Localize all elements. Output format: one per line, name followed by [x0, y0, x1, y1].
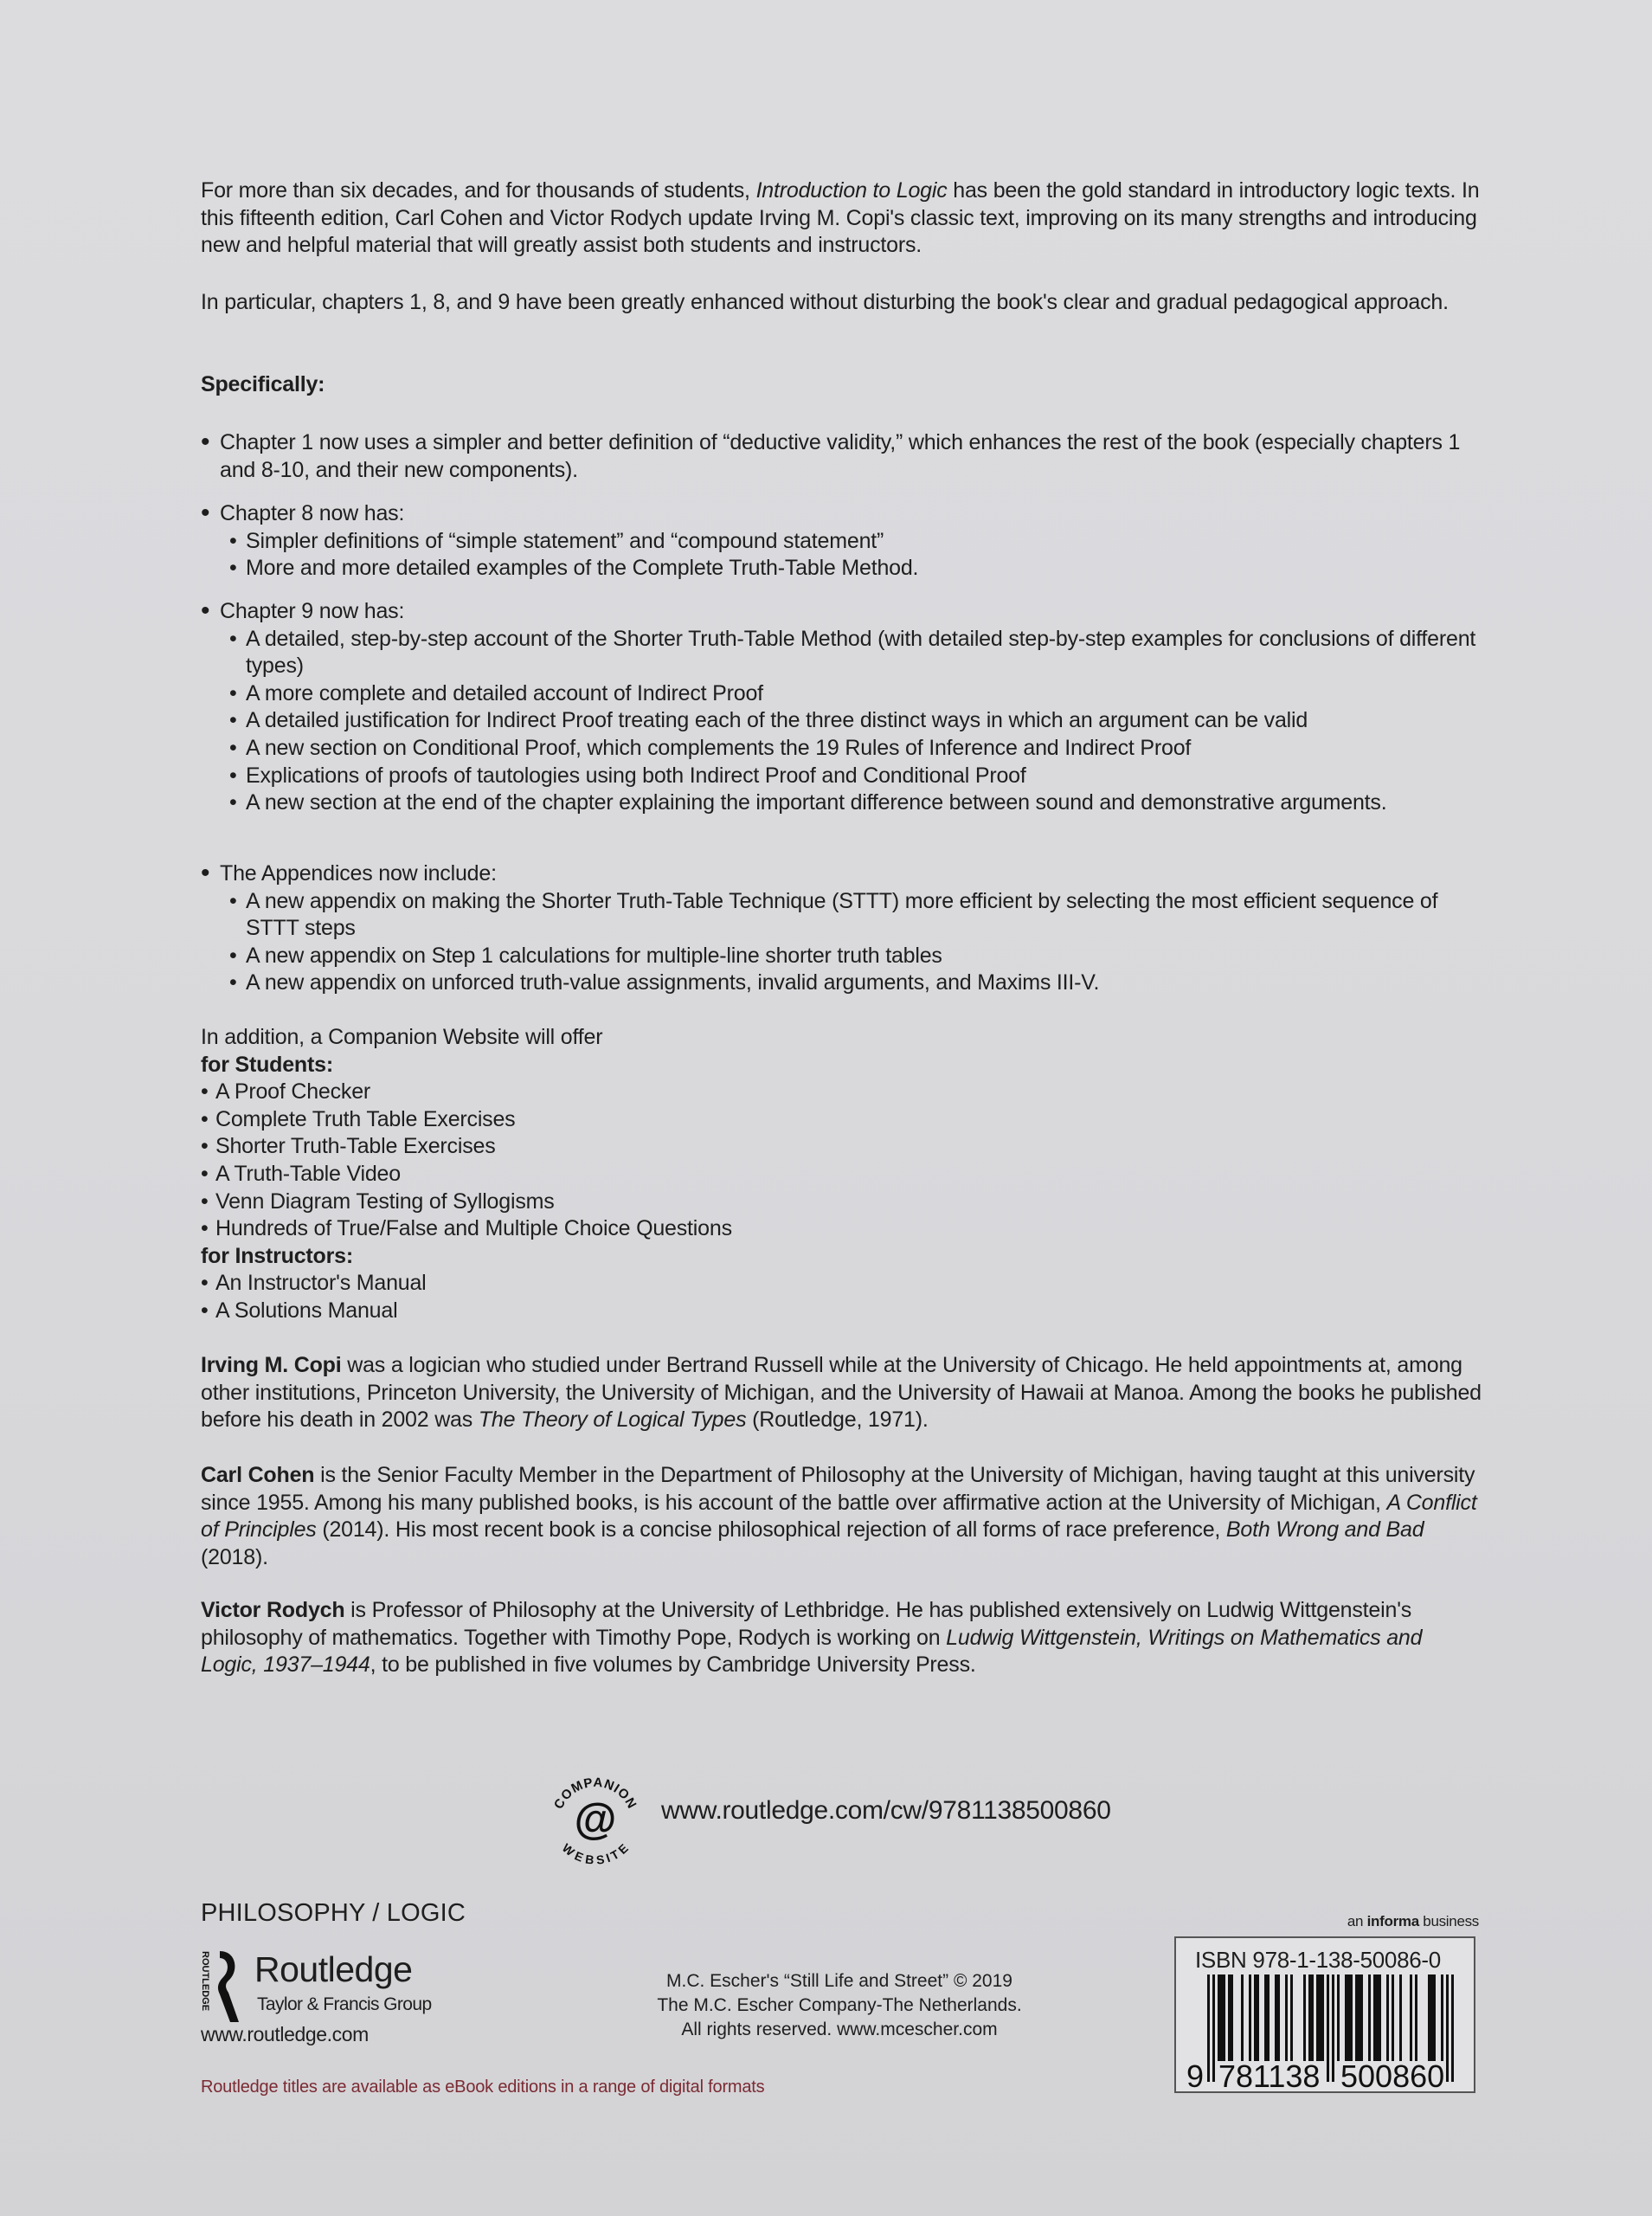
barcode-bar	[1264, 1974, 1267, 2061]
barcode-bar	[1373, 1974, 1376, 2061]
text: has been the gold standard in introductory logic texts. In this fifteenth edition, Carl Cohen and Victor Rodych update Irving M. Copi's classic text, improving on its many strengths and introducing new and helpful material that will greatly assist both students and instructors.	[201, 178, 1480, 258]
book-title: The Theory of Logical Types	[478, 1408, 747, 1433]
sub-bullet: • A new appendix on Step 1 calculations for multiple-line shorter truth tables	[201, 943, 1482, 970]
publisher-name: Routledge	[254, 1949, 413, 1989]
barcode-bar	[1433, 1974, 1436, 2061]
barcode-bar	[1368, 1974, 1371, 2061]
barcode-bar	[1207, 1974, 1210, 2082]
barcode-bar	[1249, 1974, 1251, 2061]
barcode-bar	[1399, 1974, 1402, 2061]
barcode-bar	[1319, 1974, 1321, 2061]
barcode-bar	[1379, 1974, 1381, 2061]
text: (2018).	[201, 1544, 268, 1569]
companion-intro: In addition, a Companion Website will offer	[201, 1025, 603, 1049]
routledge-r-mark-icon	[199, 1949, 251, 2024]
subject-category: PHILOSOPHY / LOGIC	[201, 1899, 466, 1927]
text: is the Senior Faculty Member in the Department of Philosophy at the University of Michigan, having taught at this university since 1955. Among his many published books, is his account of the battle over affirmative action at the University of Michigan,	[201, 1463, 1475, 1515]
publisher-group: Taylor & Francis Group	[257, 1994, 432, 2014]
svg-text:ROUTLEDGE: ROUTLEDGE	[200, 1951, 210, 2012]
credit-line: All rights reserved. www.mcescher.com	[681, 2020, 998, 2039]
publisher-url[interactable]: www.routledge.com	[201, 2023, 369, 2045]
barcode-bar	[1350, 1974, 1353, 2061]
author-bio-rodych	[201, 1597, 1482, 1679]
barcode-bar	[1415, 1974, 1417, 2061]
bullet-appendices	[201, 860, 1482, 997]
barcode-bar	[1386, 1974, 1389, 2061]
text: business	[1418, 1913, 1479, 1929]
barcode-bar	[1254, 1974, 1257, 2061]
barcode-bar	[1257, 1974, 1259, 2061]
barcode-bar	[1290, 1974, 1293, 2061]
barcode-bar	[1428, 1974, 1430, 2061]
barcode-bar	[1220, 1974, 1223, 2061]
instructors-heading: for Instructors:	[201, 1243, 353, 1268]
sub-bullet: • A detailed, step-by-step account of the Shorter Truth-Table Method (with detailed step-by-step examples for conclusions of different types)	[201, 626, 1482, 680]
bullet-chapter-1	[201, 429, 1482, 484]
barcode-bar	[1410, 1974, 1412, 2061]
barcode-bar	[1277, 1974, 1280, 2061]
book-title: Ludwig Wittgenstein, Writings on Mathematics and Logic, 1937–1944	[201, 1625, 1423, 1678]
sub-bullet: • A more complete and detailed account of Indirect Proof	[201, 680, 1482, 708]
barcode-bar	[1446, 1974, 1449, 2082]
barcode-bar	[1285, 1974, 1288, 2061]
barcode-bar	[1218, 1974, 1220, 2061]
barcode-bar	[1355, 1974, 1358, 2061]
cover-art-credit	[606, 1969, 1073, 2042]
text: (Routledge, 1971).	[746, 1408, 929, 1433]
barcode-bar	[1327, 1974, 1329, 2082]
barcode-bar	[1212, 1974, 1215, 2082]
barcode-bar	[1430, 1974, 1433, 2061]
text: is Professor of Philosophy at the University of Lethbridge. He has published extensively on Ludwig Wittgenstein's philosophy of mathematics. Together with Timothy Pope, Rodych is working on	[201, 1598, 1412, 1650]
barcode-bar	[1441, 1974, 1443, 2061]
author-name: Carl Cohen	[201, 1463, 315, 1487]
svg-text:@: @	[574, 1794, 617, 1843]
text: For more than six decades, and for thousands of students,	[201, 178, 756, 203]
sub-bullet: • A new appendix on unforced truth-value assignments, invalid arguments, and Maxims III-V.	[201, 970, 1482, 997]
sub-bullet: • Explications of proofs of tautologies using both Indirect Proof and Conditional Proof	[201, 763, 1482, 790]
svg-text:WEBSITE: WEBSITE	[559, 1840, 632, 1867]
barcode	[1186, 1974, 1467, 2089]
bullet-chapter-9	[201, 598, 1482, 817]
list-item: • A Truth-Table Video	[201, 1161, 1482, 1189]
barcode-bar	[1451, 1974, 1454, 2082]
text: In particular, chapters 1, 8, and 9 have been greatly enhanced without disturbing the book's clear and gradual pedagogical approach.	[201, 290, 1449, 314]
list-item: • A Solutions Manual	[201, 1298, 1482, 1325]
companion-website-url[interactable]: www.routledge.com/cw/9781138500860	[661, 1796, 1111, 1825]
list-item: • A Proof Checker	[201, 1079, 1482, 1106]
intro-paragraph-2	[201, 289, 1482, 317]
barcode-bar	[1275, 1974, 1277, 2061]
author-name: Irving M. Copi	[201, 1353, 342, 1377]
sub-bullet: • A new section on Conditional Proof, which complements the 19 Rules of Inference and Indirect Proof	[201, 735, 1482, 763]
sub-bullet: • A detailed justification for Indirect Proof treating each of the three distinct ways in which an argument can be valid	[201, 707, 1482, 735]
book-title: A Conflict of Principles	[201, 1490, 1477, 1543]
text: (2014). His most recent book is a concise philosophical rejection of all forms of race preference,	[316, 1517, 1226, 1543]
sub-bullet: • A new appendix on making the Shorter Truth-Table Technique (STTT) more efficient by selecting the most efficient sequence of STTT steps	[201, 888, 1482, 943]
barcode-bar	[1321, 1974, 1324, 2061]
barcode-digits: 9	[1186, 2058, 1205, 2089]
barcode-bar	[1376, 1974, 1379, 2061]
isbn-number: ISBN 978-1-138-50086-0	[1195, 1947, 1441, 1973]
barcode-digits: 781138	[1218, 2058, 1321, 2089]
routledge-logo	[199, 1949, 459, 2027]
barcode-bar	[1303, 1974, 1306, 2061]
barcode-bar	[1347, 1974, 1350, 2061]
barcode-bar	[1231, 1974, 1233, 2061]
barcode-bar	[1311, 1974, 1314, 2061]
credit-line: M.C. Escher's “Still Life and Street” © 2019	[666, 1971, 1012, 1991]
list-item: • An Instructor's Manual	[201, 1270, 1482, 1298]
list-item: • Hundreds of True/False and Multiple Choice Questions	[201, 1215, 1482, 1243]
text: was a logician who studied under Bertrand Russell while at the University of Chicago. He held appointments at, among other institutions, Princeton University, the University of Michigan, and the University of Hawaii at Manoa. Among the books he published before his death in 2002 was	[201, 1353, 1482, 1433]
barcode-bar	[1332, 1974, 1334, 2082]
barcode-digits: 500860	[1340, 2058, 1445, 2089]
credit-line: The M.C. Escher Company-The Netherlands.	[657, 1995, 1022, 2015]
author-name: Victor Rodych	[201, 1598, 345, 1622]
bullet-chapter-8	[201, 500, 1482, 583]
informa-brand: informa	[1366, 1913, 1419, 1929]
barcode-bar	[1392, 1974, 1394, 2061]
list-item: • Complete Truth Table Exercises	[201, 1106, 1482, 1134]
barcode-bar	[1228, 1974, 1231, 2061]
companion-website-logo	[543, 1766, 647, 1870]
isbn-barcode-box	[1174, 1936, 1475, 2093]
ebook-note: Routledge titles are available as eBook editions in a range of digital formats	[201, 2078, 765, 2097]
barcode-bar	[1308, 1974, 1311, 2061]
companion-list	[201, 1024, 1482, 1325]
barcode-bar	[1360, 1974, 1363, 2061]
book-title: Introduction to Logic	[755, 178, 948, 203]
sub-bullet: • A new section at the end of the chapter explaining the important difference between sound and demonstrative arguments.	[201, 789, 1482, 817]
barcode-bar	[1337, 1974, 1340, 2061]
sub-bullet: • More and more detailed examples of the Complete Truth-Table Method.	[201, 555, 1482, 583]
author-bio-copi	[201, 1352, 1482, 1434]
intro-paragraph-1	[201, 177, 1482, 260]
bullet-text: • Chapter 9 now has:	[201, 598, 1482, 626]
specifically-heading: Specifically:	[201, 372, 325, 396]
barcode-bar	[1358, 1974, 1360, 2061]
informa-tagline	[1347, 1913, 1479, 1930]
barcode-bar	[1267, 1974, 1270, 2061]
author-bio-cohen	[201, 1462, 1482, 1571]
sub-bullet: • Simpler definitions of “simple statement” and “compound statement”	[201, 528, 1482, 556]
text: , to be published in five volumes by Cambridge University Press.	[370, 1652, 976, 1678]
list-item: • Venn Diagram Testing of Syllogisms	[201, 1189, 1482, 1216]
bullet-text: • Chapter 8 now has:	[201, 500, 1482, 528]
barcode-bar	[1316, 1974, 1319, 2061]
book-title: Both Wrong and Bad	[1225, 1517, 1424, 1543]
barcode-bar	[1223, 1974, 1225, 2061]
bullet-text: • The Appendices now include:	[201, 860, 1482, 888]
list-item: • Shorter Truth-Table Exercises	[201, 1133, 1482, 1161]
svg-text:COMPANION: COMPANION	[550, 1775, 640, 1812]
barcode-bar	[1345, 1974, 1347, 2061]
text: an	[1347, 1913, 1367, 1929]
barcode-bar	[1241, 1974, 1244, 2061]
students-heading: for Students:	[201, 1052, 333, 1077]
bullet-text: • Chapter 1 now uses a simpler and better definition of “deductive validity,” which enhances the rest of the book (especially chapters 1 and 8-10, and their new components).	[201, 429, 1482, 484]
